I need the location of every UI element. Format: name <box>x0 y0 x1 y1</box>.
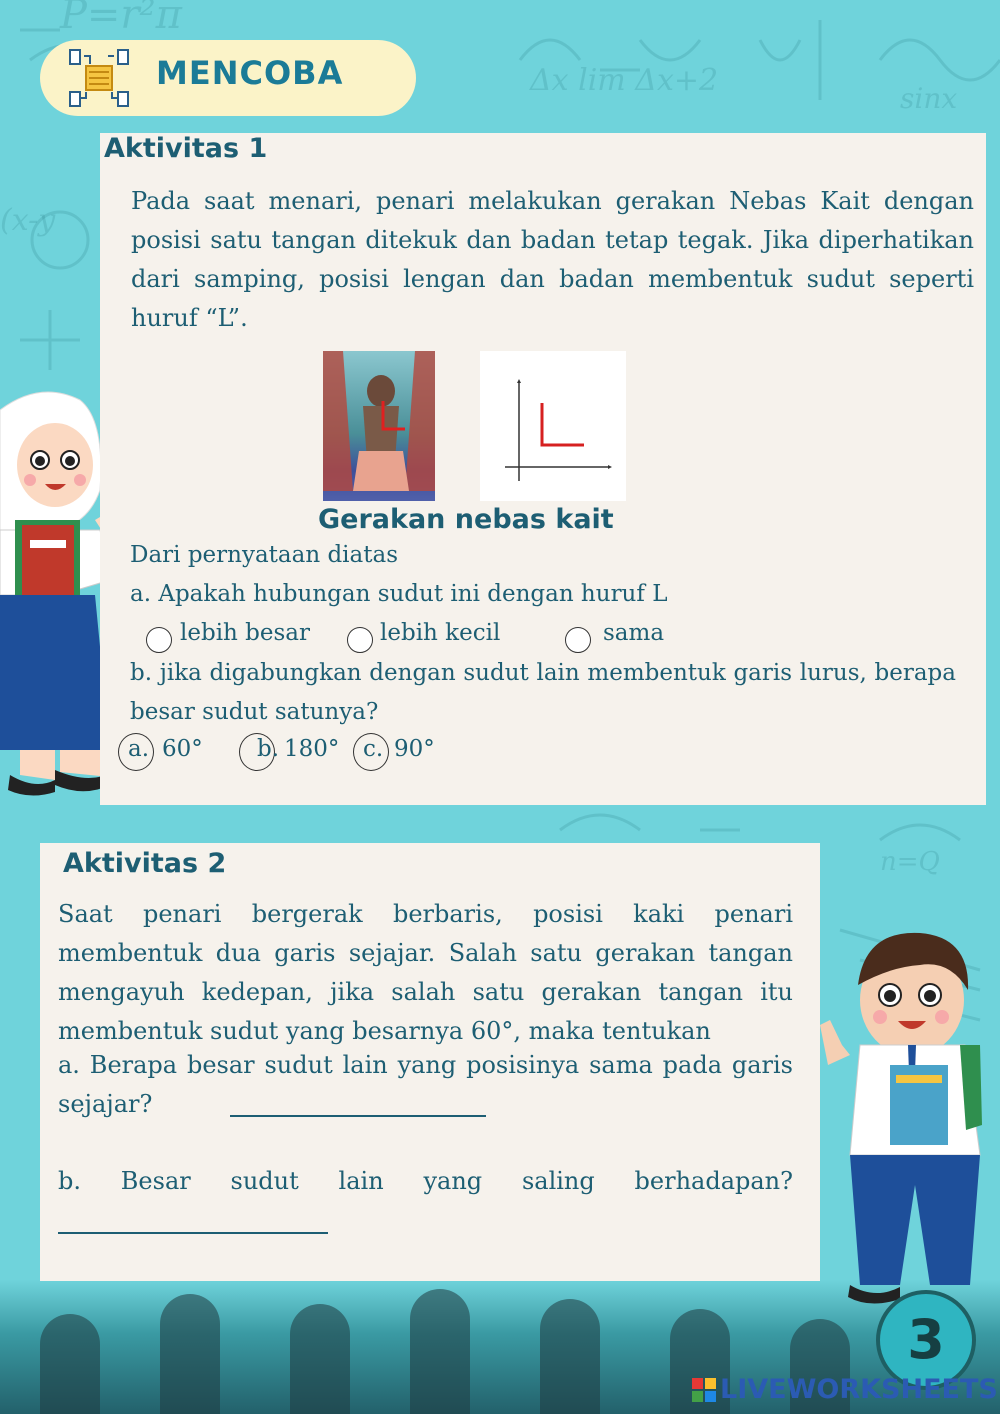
dancer-silhouette <box>160 1294 220 1414</box>
l-shape-angle-diagram <box>480 351 626 501</box>
liveworksheets-logo-icon <box>692 1378 716 1402</box>
activity-2-paragraph: Saat penari bergerak berbaris, posisi kaki penari membentuk dua garis sejajar. Salah satu gerakan tangan mengayuh kedepan, jika salah satu gerakan tangan itu membentuk sudut yang besarnya 60°, maka tentukan <box>58 900 793 1045</box>
question-a: a. Apakah hubungan sudut ini dengan huruf L <box>130 581 668 607</box>
svg-text:Δx lim Δx+2: Δx lim Δx+2 <box>530 63 719 98</box>
question-intro: Dari pernyataan diatas <box>130 542 399 568</box>
choice-a-letter[interactable]: a. <box>128 736 150 762</box>
svg-text:P=r²π: P=r²π <box>60 0 182 38</box>
activity-2-question-b: b. Besar sudut lain yang saling berhadapan? <box>58 1167 793 1195</box>
dancer-silhouette <box>290 1304 350 1414</box>
answer-blank-a[interactable] <box>230 1115 486 1117</box>
student-boy-illustration <box>820 925 1000 1305</box>
svg-text:sinx: sinx <box>900 82 958 115</box>
choice-c-value[interactable]: 90° <box>394 736 435 762</box>
radio-sama[interactable] <box>565 627 591 653</box>
question-b: b. jika digabungkan dengan sudut lain membentuk garis lurus, berapa besar sudut satunya? <box>130 660 956 725</box>
flowchart-icon <box>66 46 132 110</box>
dancer-silhouette <box>40 1314 100 1414</box>
activity-1-paragraph: Pada saat menari, penari melakukan gerakan Nebas Kait dengan posisi satu tangan ditekuk dan badan tetap tegak. Jika diperhatikan dari samping, posisi lengan dan badan membentuk sudut seperti huruf “L”. <box>131 187 974 332</box>
dancer-photo <box>323 351 435 501</box>
option-sama[interactable]: sama <box>603 620 665 646</box>
choice-b-letter[interactable]: b. <box>257 736 280 762</box>
liveworksheets-logo[interactable]: LIVEWORKSHEETS <box>720 1374 998 1405</box>
activity-2-question-a: a. Berapa besar sudut lain yang posisinya sama pada garis sejajar? <box>58 1051 793 1118</box>
section-title: MENCOBA <box>156 54 344 92</box>
option-lebih-kecil[interactable]: lebih kecil <box>380 620 501 646</box>
choice-b-value[interactable]: 180° <box>284 736 340 762</box>
image-caption: Gerakan nebas kait <box>318 504 614 535</box>
choice-a-value[interactable]: 60° <box>162 736 203 762</box>
answer-blank-b[interactable] <box>58 1232 328 1234</box>
svg-text:n=Q: n=Q <box>880 847 940 877</box>
activity-1-title: Aktivitas 1 <box>104 133 268 164</box>
dancer-silhouette <box>540 1299 600 1414</box>
choice-c-letter[interactable]: c. <box>363 736 384 762</box>
svg-text:(x-y: (x-y <box>0 203 56 238</box>
option-lebih-besar[interactable]: lebih besar <box>180 620 311 646</box>
radio-lebih-kecil[interactable] <box>347 627 373 653</box>
dancer-silhouette <box>410 1289 470 1414</box>
radio-lebih-besar[interactable] <box>146 627 172 653</box>
page-number: 3 <box>907 1308 945 1371</box>
activity-2-title: Aktivitas 2 <box>63 848 227 879</box>
